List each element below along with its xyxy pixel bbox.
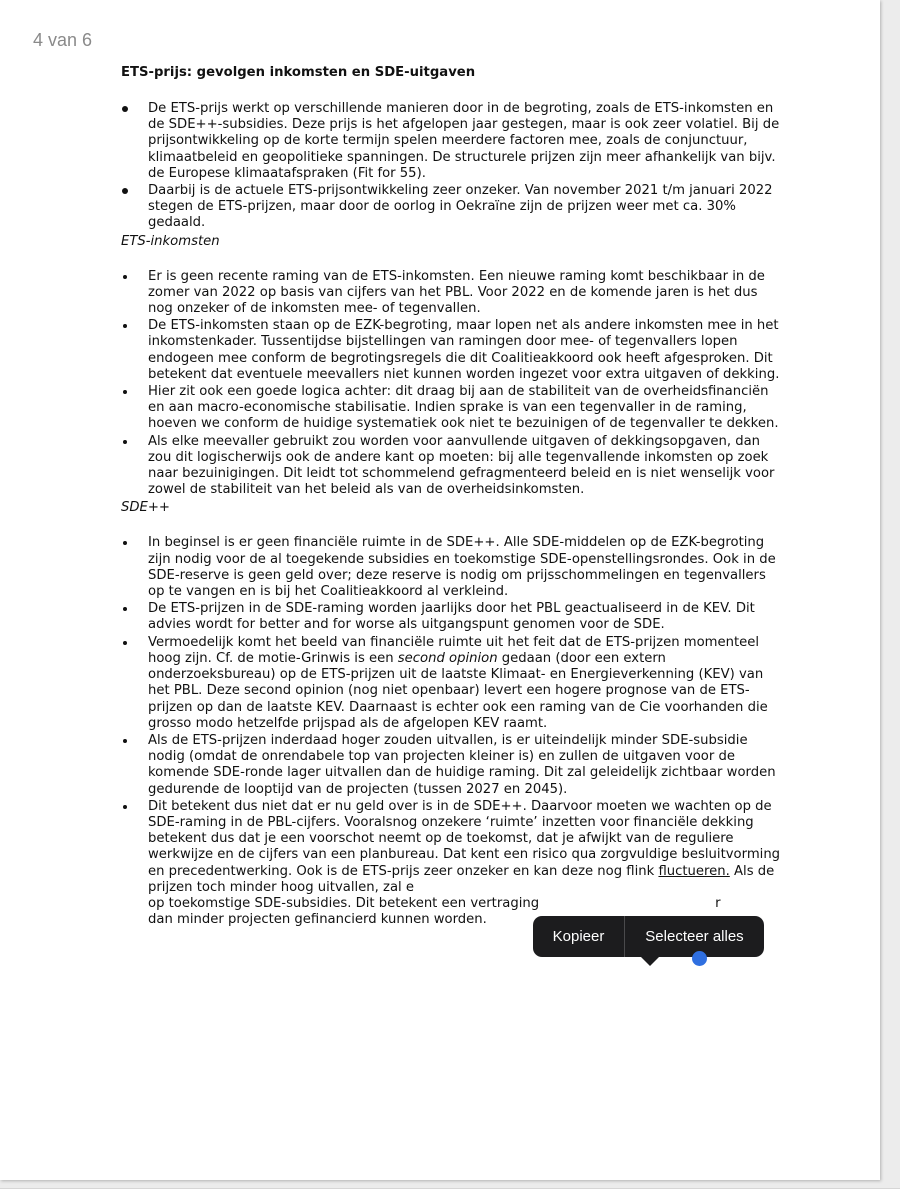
text-run: Vermoedelijk komt het beeld van financiële ruimte uit het feit dat de ETS-prijzen momenteel hoog zijn. Cf. de motie-Grinwis is een bbox=[148, 634, 760, 666]
underlined-term: fluctueren. bbox=[658, 863, 730, 879]
ets-list bbox=[121, 269, 781, 499]
list-item: De ETS-inkomsten staan op de EZK-begroting, maar lopen net als andere inkomsten mee in het inkomstenkader. Tussentijdse bijstellingen van ramingen door mee- of tegenvallers lopen endogeen mee conform de begrotingsregels die dit Coalitieakkoord ook heeft afgesproken. Dit betekent dat eventuele meevallers niet kunnen worden ingezet voor extra uitgaven of dekking. bbox=[121, 318, 781, 383]
page-indicator: 4 van 6 bbox=[33, 30, 93, 50]
list-item: Als elke meevaller gebruikt zou worden voor aanvullende uitgaven of dekkingsopgaven, dan zou dit logischerwijs ook de andere kant op moeten: bij alle tegenvallende inkomsten op zoek naar bezuinigingen. Dit leidt tot schommelend gefragmenteerd beleid en is niet wenselijk voor zowel de stabiliteit van het beleid als van de overheidsinkomsten. bbox=[121, 434, 781, 499]
selection-handle[interactable] bbox=[692, 951, 707, 966]
text-run: gedaan (door een extern onderzoeksbureau) op de ETS-prijzen uit de laatste Klimaat- en Energieverkenning (KEV) van het PBL. Deze second opinion (nog niet openbaar) levert een hogere prognose van de ETS-prijzen op dan de laatste KEV. Daarnaast is echter ook een raming van de Cie voorhanden die grosso modo hetzelfde prijspad als de afgelopen KEV raamt. bbox=[148, 650, 768, 731]
list-item: In beginsel is er geen financiële ruimte in de SDE++. Alle SDE-middelen op de EZK-begroting zijn nodig voor de al toegekende subsidies en toekomstige SDE-openstellingsrondes. Ook in de SDE-reserve is geen geld over; deze reserve is nodig om prijsschommelingen en tegenvallers op te vangen en is bij het Coalitieakkoord al verkleind. bbox=[121, 535, 781, 600]
text-selection-menu bbox=[533, 916, 764, 957]
list-item: Er is geen recente raming van de ETS-inkomsten. Een nieuwe raming komt beschikbaar in de zomer van 2022 op basis van cijfers van het PBL. Voor 2022 en de komende jaren is het dus nog onzeker of de inkomsten mee- of tegenvallen. bbox=[121, 269, 781, 318]
list-item: De ETS-prijzen in de SDE-raming worden jaarlijks door het PBL geactualiseerd in de KEV. Dit advies wordt for better and for worse als uitgangspunt genomen voor de SDE. bbox=[121, 601, 781, 633]
select-all-button[interactable]: Selecteer alles bbox=[645, 928, 744, 945]
list-item bbox=[121, 799, 781, 929]
text-run: dan minder projecten gefinancierd kunnen worden. bbox=[148, 912, 487, 928]
intro-list bbox=[121, 101, 781, 232]
document-title: ETS-prijs: gevolgen inkomsten en SDE-uitgaven bbox=[121, 65, 476, 80]
document-body[interactable] bbox=[121, 64, 781, 929]
list-item: Hier zit ook een goede logica achter: dit draag bij aan de stabiliteit van de overheidsfinanciën en aan macro-economische stabilisatie. Indien sprake is van een tegenvaller in de raming, hoeven we conform de huidige systematiek ook niet te bezuinigen of de tegenvaller te dekken. bbox=[121, 384, 781, 433]
text-run: Als de prijzen toch minder hoog uitvallen, zal e bbox=[148, 863, 775, 895]
list-item: De ETS-prijs werkt op verschillende manieren door in de begroting, zoals de ETS-inkomsten en de SDE++-subsidies. Deze prijs is het afgelopen jaar gestegen, maar is ook zeer volatiel. Bij de prijsontwikkeling op de korte termijn spelen meerdere factoren mee, zoals de conjunctuur, klimaatbeleid en geopolitieke spanningen. De structurele prijzen zijn meer afhankelijk van bijv. de Europese klimaatafspraken (Fit for 55). bbox=[121, 101, 781, 182]
copy-button[interactable]: Kopieer bbox=[552, 928, 605, 945]
list-item bbox=[121, 635, 781, 732]
sde-list bbox=[121, 535, 781, 928]
list-item: Als de ETS-prijzen inderdaad hoger zouden uitvallen, is er uiteindelijk minder SDE-subsidie nodig (omdat de onrendabele top van projecten kleiner is) en zullen de uitgaven voor de komende SDE-ronde lager uitvallen dan de huidige raming. Dit zal geleidelijk zichtbaar worden gedurende de looptijd van de projecten (tussen 2027 en 2045). bbox=[121, 733, 781, 798]
list-item: Daarbij is de actuele ETS-prijsontwikkeling zeer onzeker. Van november 2021 t/m januari 2022 stegen de ETS-prijzen, maar door de oorlog in Oekraïne zijn de prijzen weer met ca. 30% gedaald. bbox=[121, 183, 781, 232]
next-page-edge bbox=[0, 1188, 900, 1201]
text-run: Dit betekent dus niet dat er nu geld over is in de SDE++. Daarvoor moeten we wachten op de SDE-raming in de PBL-cijfers. Vooralsnog onzekere ‘ruimte’ inzetten voor financiële dekking betekent dus dat je een voorschot neemt op de toekomst, dat je afwijkt van de reguliere werkwijze en de cijfers van een planbureau. Dat kent een risico qua zorgvuldige besluitvorming en precedentwerking. Ook is de ETS-prijs zeer onzeker en kan deze nog flink bbox=[148, 798, 781, 879]
section-heading-sde: SDE++ bbox=[121, 500, 170, 516]
menu-pointer-arrow bbox=[640, 956, 660, 966]
text-run: op toekomstige SDE-subsidies. Dit betekent een vertraging bbox=[148, 895, 540, 911]
section-heading-ets: ETS-inkomsten bbox=[121, 233, 220, 249]
italic-term: second opinion bbox=[397, 650, 498, 666]
text-run: r bbox=[715, 895, 721, 911]
